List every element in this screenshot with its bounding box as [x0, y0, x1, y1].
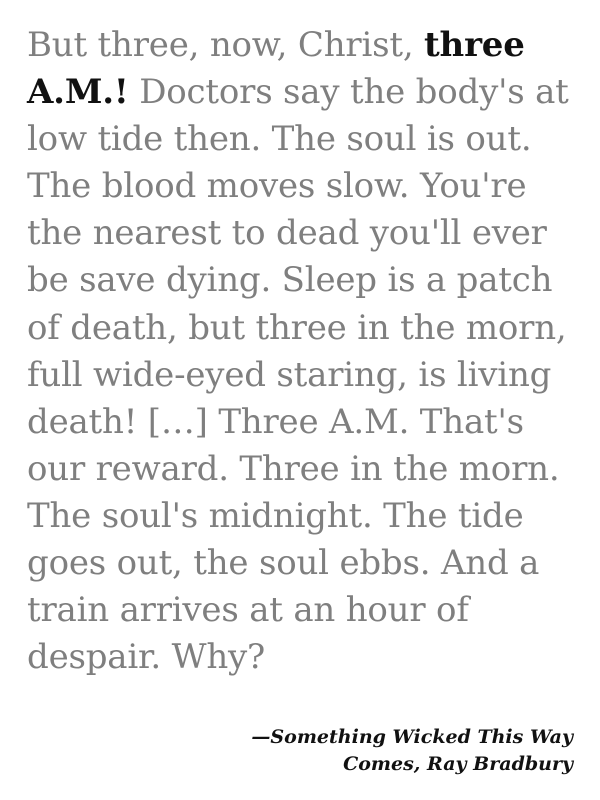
quote-line: the nearest to dead you'll ever [27, 213, 547, 254]
quote-text: Doctors say the body's at [128, 72, 569, 113]
quote-line: goes out, the soul ebbs. And a [27, 543, 540, 584]
quote-line: train arrives at an hour of [27, 590, 469, 631]
quote-line [27, 22, 587, 69]
quote-line [27, 69, 587, 116]
quote-line: low tide then. The soul is out. [27, 119, 532, 160]
quote-line: despair. Why? [27, 637, 266, 678]
quote-line: be save dying. Sleep is a patch [27, 260, 553, 301]
quote-line: of death, but three in the morn, [27, 307, 567, 348]
quote-line: The blood moves slow. You're [27, 166, 527, 207]
quote-emphasis: A.M.! [27, 72, 129, 113]
quote-text: But three, now, Christ, [27, 25, 425, 65]
quote-passage [27, 22, 587, 681]
attribution-line: Comes, Ray Bradbury [343, 753, 573, 775]
quote-attribution [251, 724, 573, 778]
quote-line: The soul's midnight. The tide [27, 495, 524, 536]
quote-line: death! […] Three A.M. That's [27, 401, 524, 442]
quote-line: our reward. Three in the morn. [27, 448, 560, 489]
quote-line: full wide-eyed staring, is living [27, 354, 552, 395]
quote-emphasis: three [424, 25, 525, 65]
attribution-line: —Something Wicked This Way [251, 726, 573, 748]
